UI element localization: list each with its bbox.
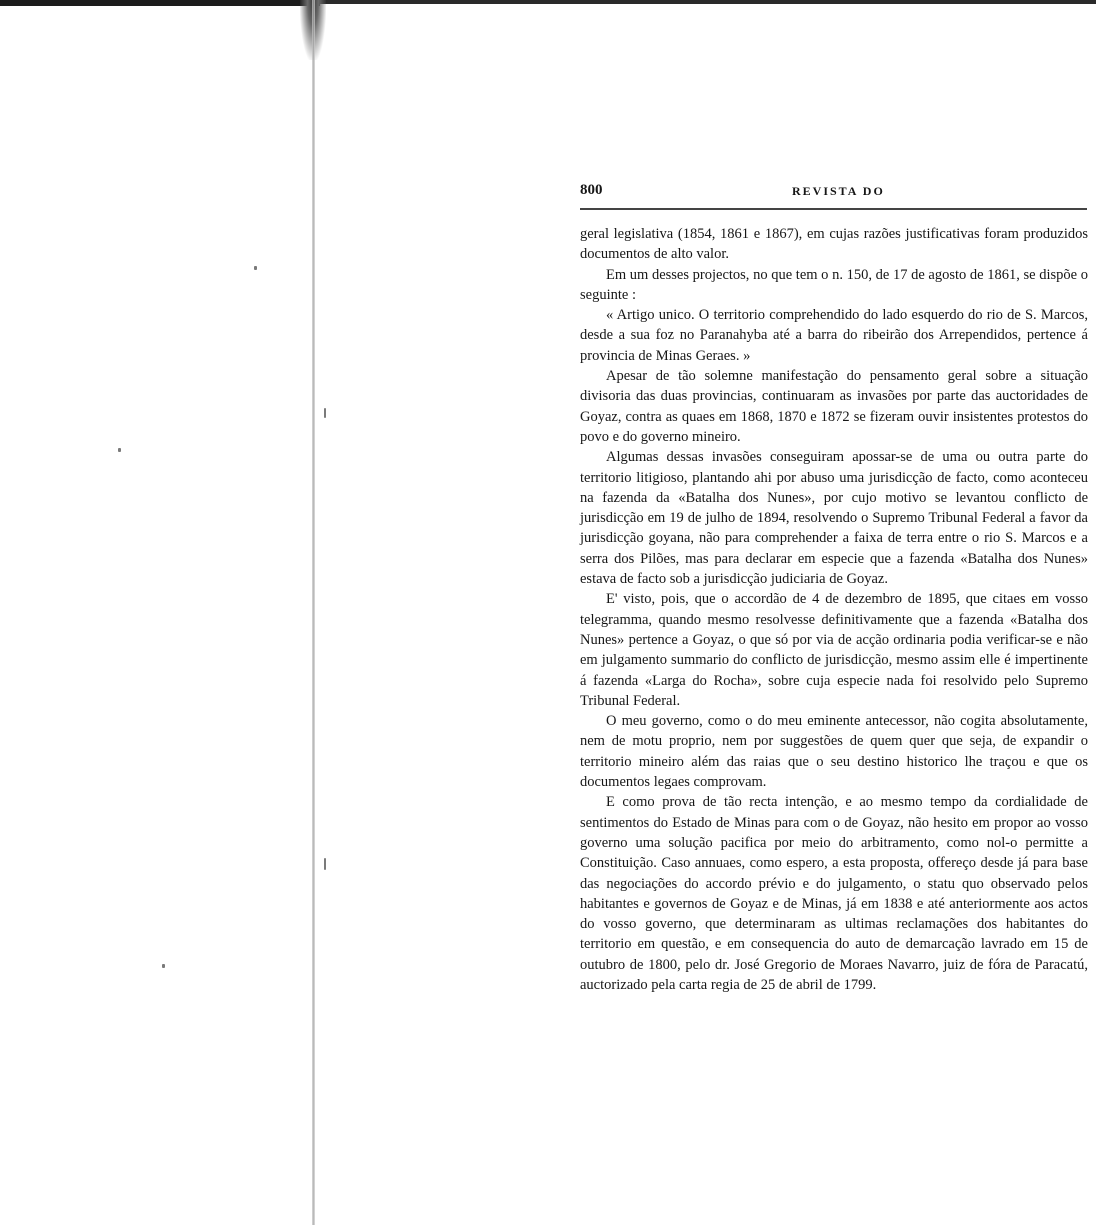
scan-speck bbox=[254, 266, 257, 270]
body-text bbox=[580, 224, 1088, 995]
paragraph: Em um desses projectos, no que tem o n. 150, de 17 de agosto de 1861, se dispõe o seguinte : bbox=[580, 266, 1088, 303]
running-header bbox=[580, 182, 1088, 204]
paragraph: E como prova de tão recta intenção, e ao mesmo tempo da cordialidade de sentimentos do Estado de Minas para com o de Goyaz, não hesito em propor ao vosso governo uma solução pacifica por meio do arbitramento, como nol-o permitte a Constituição. Caso annuaes, como espero, a esta proposta, offereço desde já para base das negociações do accordo prévio e do julgamento, o statu quo observado pelos habitantes e governos de Goyaz e de Minas, já em 1838 e até anteriormente aos actos do vosso governo, que determinaram as ultimas reclamações dos habitantes do territorio em questão, e em consequencia do auto de demarcação lavrado em 15 de outubro de 1800, pelo dr. José Gregorio de Moraes Navarro, juiz de fóra de Paracatú, auctorizado pela carta regia de 25 de abril de 1799. bbox=[580, 794, 1088, 993]
scan-speck bbox=[162, 964, 165, 968]
paragraph: E' visto, pois, que o accordão de 4 de dezembro de 1895, que citaes em vosso telegramma, quando mesmo resolvesse definitivamente que a fazenda «Batalha dos Nunes» pertence a Goyaz, o que só por via de acção ordinaria podia verificar-se e não em julgamento summario do conflicto de jurisdicção, mesmo assim elle é impertinente á fazenda «Larga do Rocha», sobre cuja especie nada foi resolvido pelo Supremo Tribunal Federal. bbox=[580, 591, 1088, 709]
paragraph: Algumas dessas invasões conseguiram apossar-se de uma ou outra parte do territorio litigioso, plantando ahi por abuso uma jurisdicção de facto, como aconteceu na fazenda da «Batalha dos Nunes», por cujo motivo se levantou conflicto de jurisdicção em 19 de julho de 1894, resolvendo o Supremo Tribunal Federal a favor da jurisdicção goyana, não para comprehender a faixa de terra entre o rio S. Marcos e a serra dos Pilões, mas para declarar em especie que a fazenda «Batalha dos Nunes» estava de facto sob a jurisdicção judiciaria de Goyaz. bbox=[580, 449, 1088, 588]
book-page bbox=[580, 182, 1088, 1112]
scan-speck bbox=[118, 448, 121, 452]
paragraph: geral legislativa (1854, 1861 e 1867), em cujas razões justificativas foram produzidos documentos de alto valor. bbox=[580, 226, 1088, 263]
scan-speck bbox=[324, 858, 326, 870]
scan-speck bbox=[324, 408, 326, 418]
running-title: REVISTA DO bbox=[792, 184, 885, 198]
paragraph: Apesar de tão solemne manifestação do pensamento geral sobre a situação divisoria das duas provincias, continuaram as invasões por parte das auctoridades de Goyaz, contra as quaes em 1868, 1870 e 1872 se fizeram ouvir insistentes protestos do povo e do governo mineiro. bbox=[580, 368, 1088, 445]
paragraph: « Artigo unico. O territorio comprehendido do lado esquerdo do rio de S. Marcos, desde a sua foz no Paranahyba até a barra do ribeirão dos Arrependidos, pertence á provincia de Minas Geraes. » bbox=[580, 307, 1088, 364]
scan-top-edge-shadow bbox=[0, 0, 320, 6]
header-rule bbox=[580, 208, 1087, 210]
paragraph: O meu governo, como o do meu eminente antecessor, não cogita absolutamente, nem de motu proprio, nem por suggestões de quem quer que seja, de expandir o territorio mineiro além das raias que o seu destino historico lhe traçou e que os documentos legaes comprovam. bbox=[580, 713, 1088, 791]
book-gutter bbox=[312, 0, 315, 1225]
page-number: 800 bbox=[580, 182, 603, 198]
